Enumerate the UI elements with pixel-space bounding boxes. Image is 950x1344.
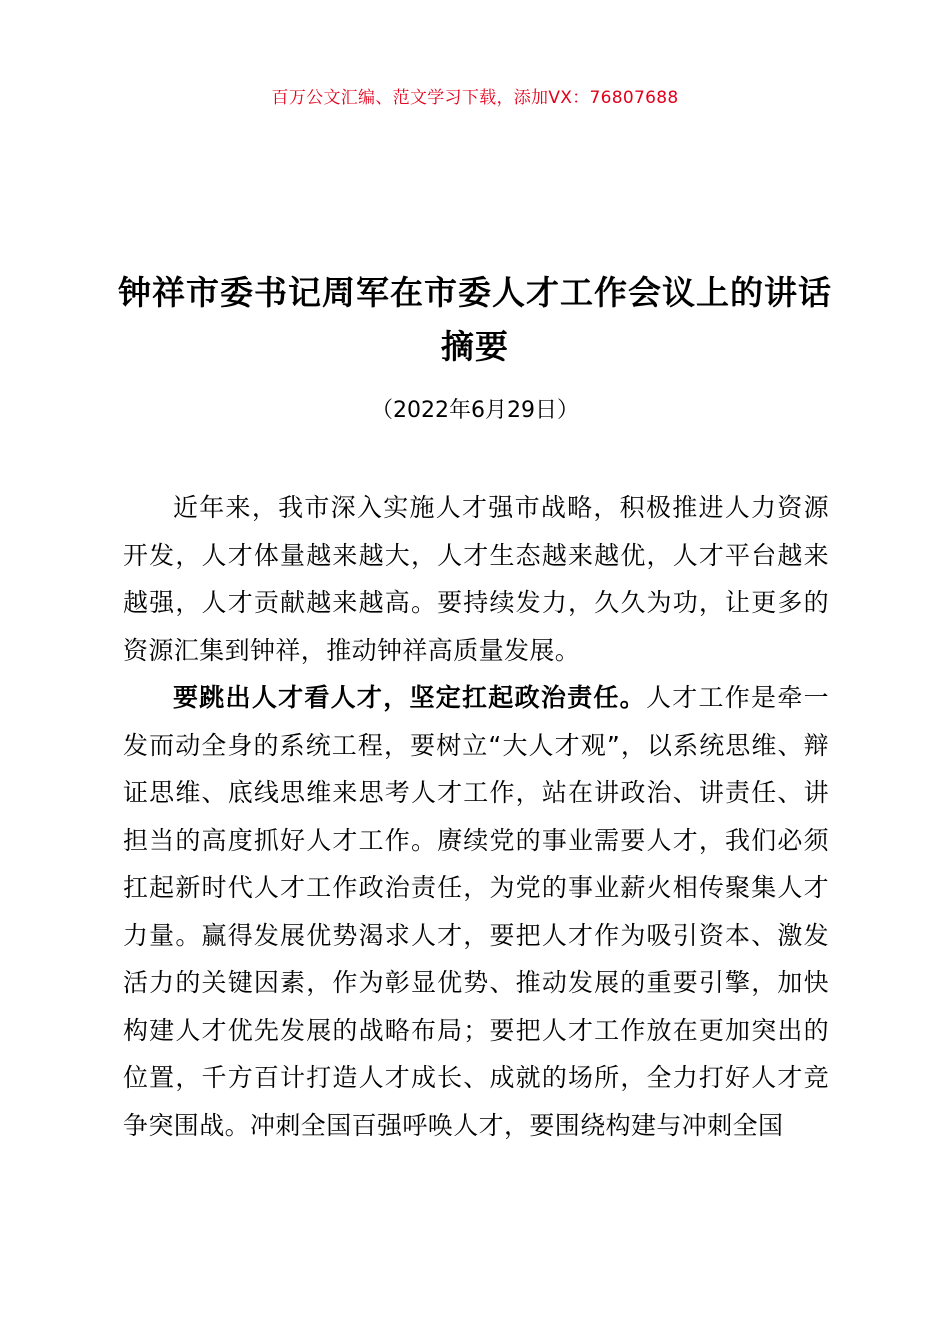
paragraph-political-responsibility-text: 人才工作是牵一发而动全身的系统工程，要树立“大人才观”，以系统思维、辩证思维、底线思维来思考人才工作，站在讲政治、讲责任、讲担当的高度抓好人才工作。赓续党的事业需要人才，我们必须扛起新时代人才工作政治责任，为党的事业薪火相传聚集人才力量。赢得发展优势渴求人才，要把人才作为吸引资本、激发活力的关键因素，作为彰显优势、推动发展的重要引擎，加快构建人才优先发展的战略布局；要把人才工作放在更加突出的位置，千方百计打造人才成长、成就的场所，全力打好人才竞争突围战。冲刺全国百强呼唤人才，要围绕构建与冲刺全国 <box>123 683 829 1140</box>
document-title: 钟祥市委书记周军在市委人才工作会议上的讲话摘要 <box>118 273 832 366</box>
paragraph-political-responsibility <box>123 674 829 1149</box>
paragraph-lead-heading: 要跳出人才看人才，坚定扛起政治责任。 <box>173 683 646 712</box>
paragraph-intro <box>123 484 829 674</box>
document-date: （2022年6月29日） <box>371 398 579 423</box>
paragraph-intro-text: 近年来，我市深入实施人才强市战略，积极推进人力资源开发，人才体量越来越大，人才生态越来越优，人才平台越来越强，人才贡献越来越高。要持续发力，久久为功，让更多的资源汇集到钟祥，推动钟祥高质量发展。 <box>123 493 829 665</box>
document-body <box>123 484 829 1149</box>
header-watermark-note: 百万公文汇编、范文学习下载，添加VX：76807688 <box>271 88 679 108</box>
